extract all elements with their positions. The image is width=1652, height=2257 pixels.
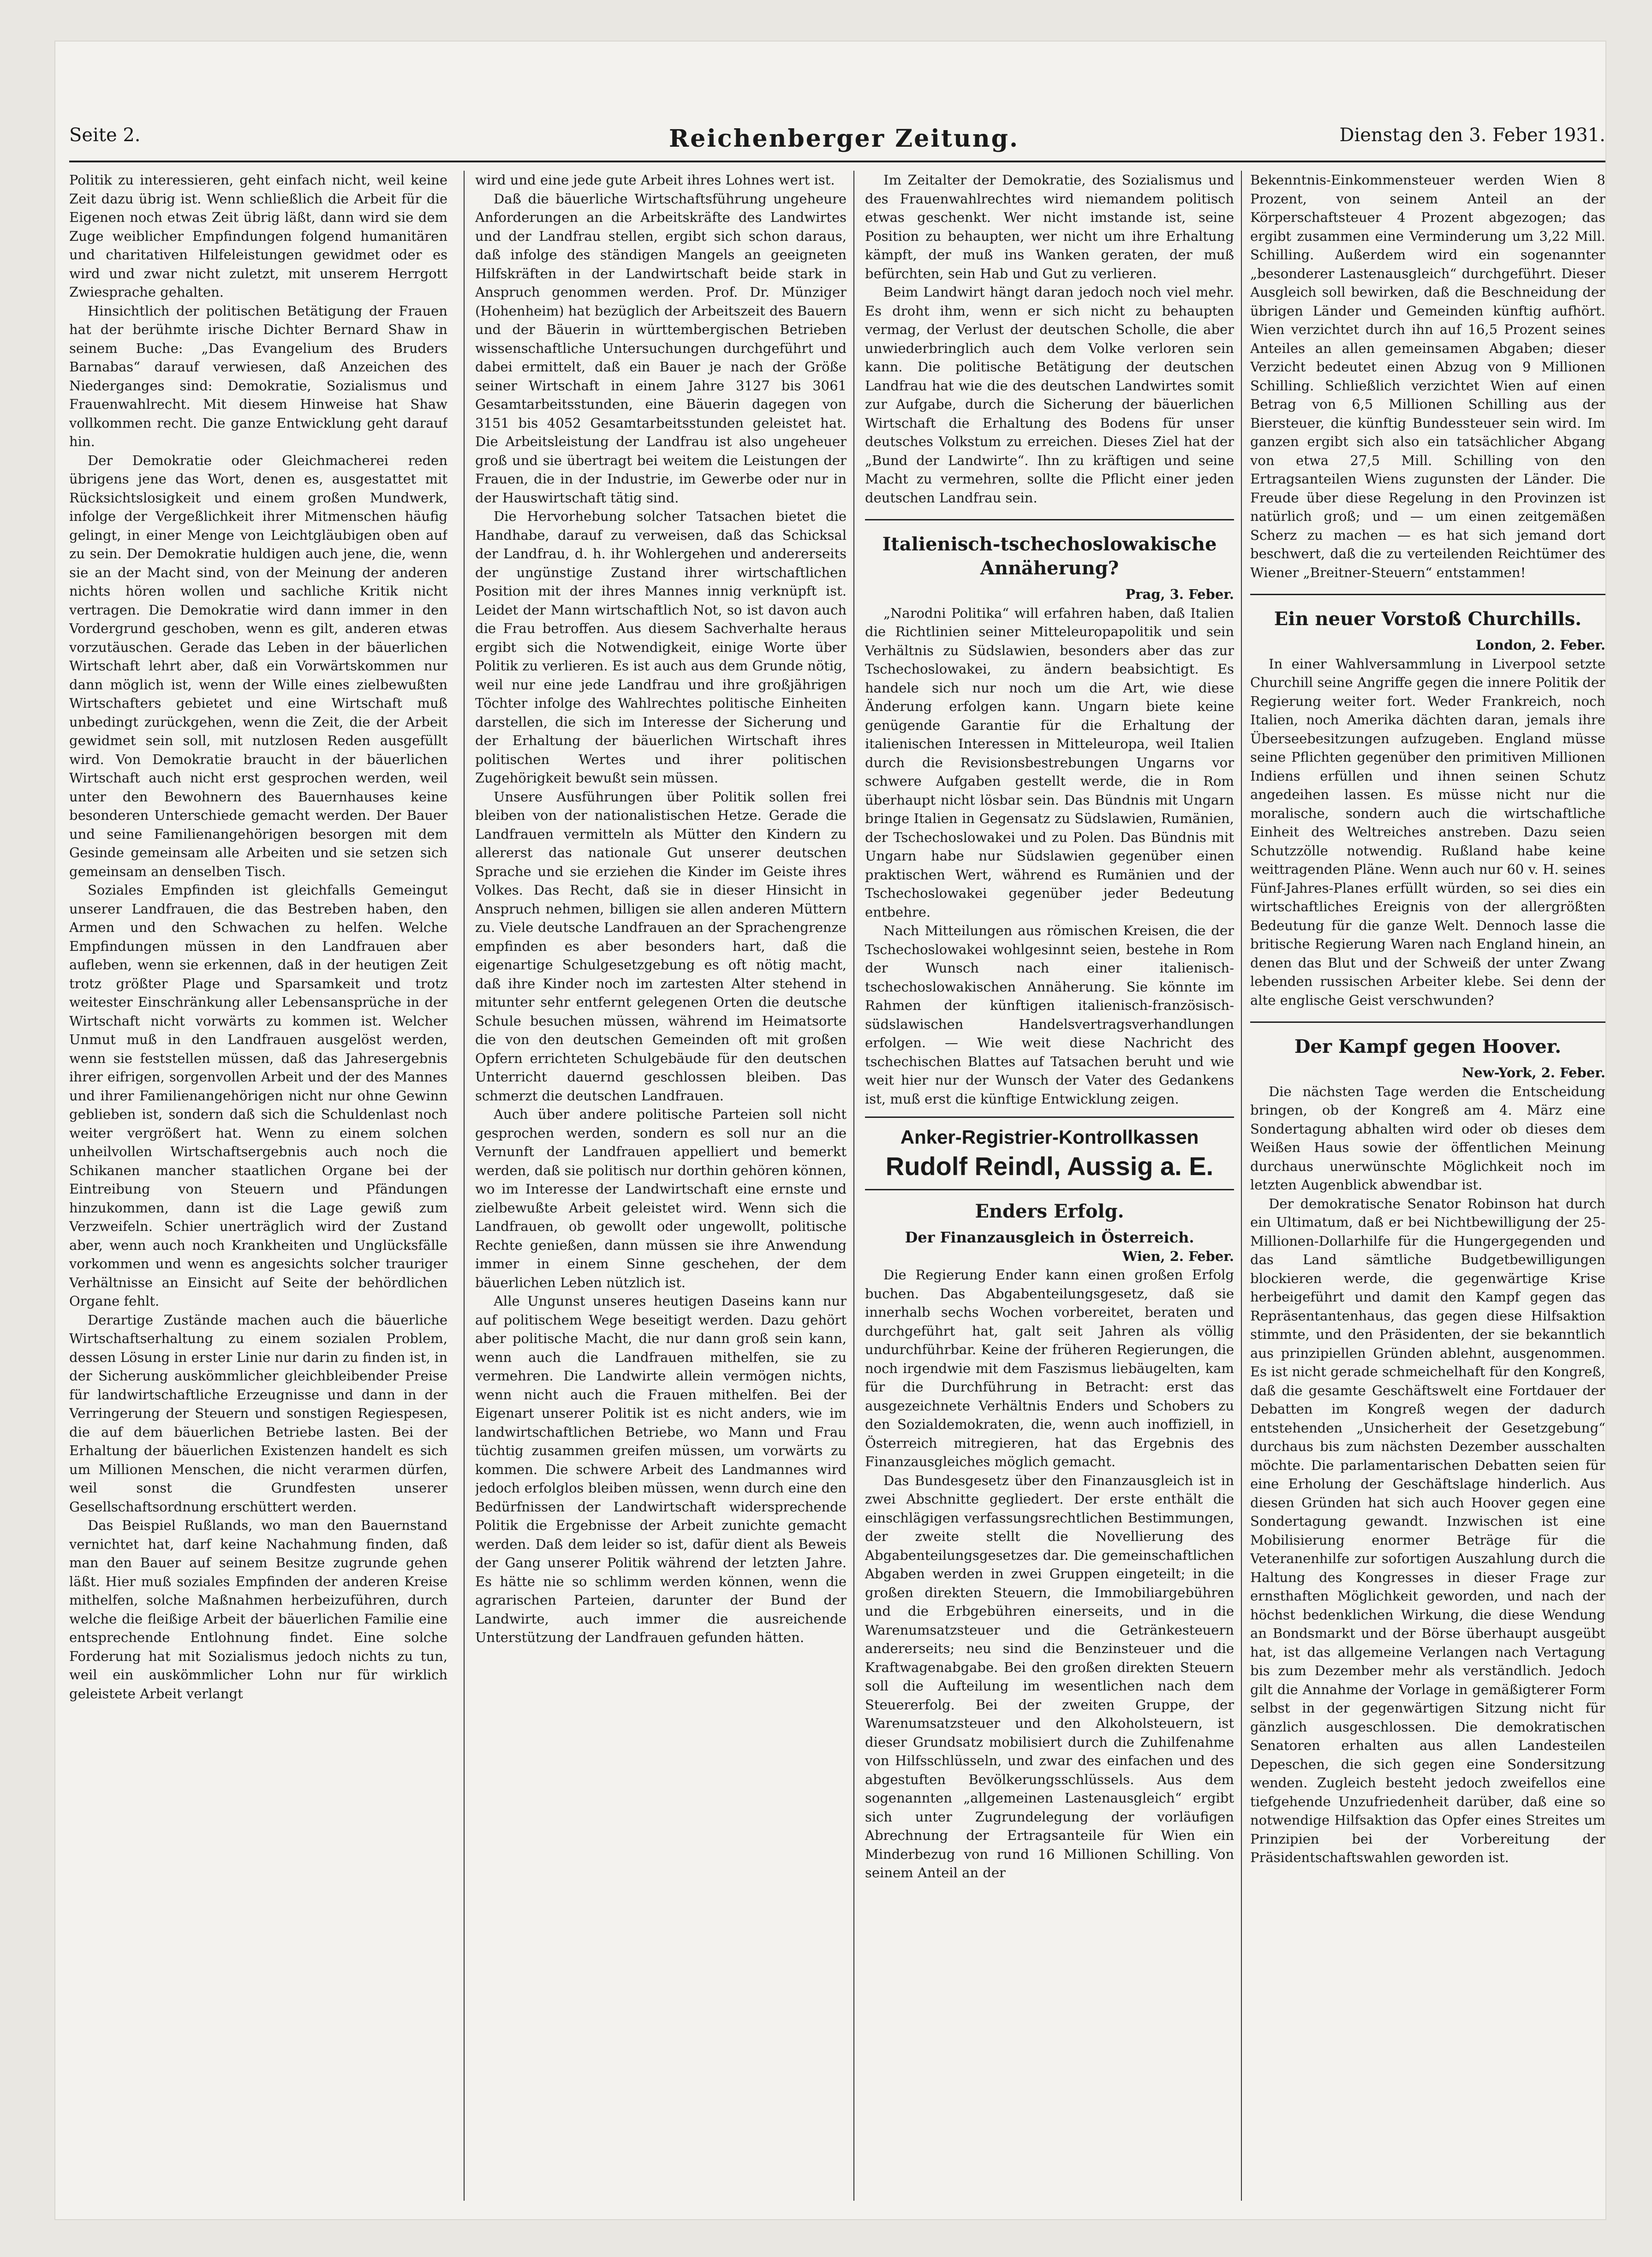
column-1: [69, 171, 447, 2201]
newspaper-title: Reichenberger Zeitung.: [669, 125, 1020, 153]
paragraph: Daß die bäuerliche Wirtschaftsführung ungeheure Anforderungen an die Arbeitskräfte des Landwirtes und der Landfrau stellen, ergibt sich schon daraus, daß infolge des ständigen Mangels an geeigneten Hilfskräften in der Landwirtschaft beide stark in Anspruch genommen werden. Prof. Dr. Münziger (Hohenheim) hat bezüglich der Arbeitszeit des Bauern und der Bäuerin in württembergischen Betrieben wissenschaftliche Untersuchungen durchgeführt und dabei ermittelt, daß ein Bauer je nach der Größe seiner Wirtschaft in einem Jahre 3127 bis 3061 Gesamtarbeitsstunden, eine Bäuerin dagegen von 3151 bis 4052 Gesamtarbeitsstunden geleistet hat. Die Arbeitsleistung der Landfrau ist also ungeheuer groß und sie übertragt bei weitem die Leistungen der Frauen, die in der Industrie, im Gewerbe oder nur in der Hauswirtschaft tätig sind.: [475, 191, 847, 506]
dateline: Wien, 2. Feber.: [1122, 1248, 1234, 1264]
paragraph: Hinsichtlich der politischen Betätigung der Frauen hat der berühmte irische Dichter Bernard Shaw in seinem Buche: „Das Evangelium des Bruders Barnabas“ darauf verwiesen, daß Anzeichen des Niederganges sind: Demokratie, Sozialismus und Frauenwahlrecht. Mit diesem Hinweise hat Shaw vollkommen recht. Die ganze Entwicklung geht darauf hin.: [69, 303, 447, 449]
ad-line-2: Rudolf Reindl, Aussig a. E.: [885, 1152, 1214, 1181]
paragraph: Das Beispiel Rußlands, wo man den Bauernstand vernichtet hat, darf keine Nachahmung finden, daß man den Bauer auf seinem Besitze zugrunde gehen läßt. Hier muß soziales Empfinden der anderen Kreise mithelfen, solche Maßnahmen herbeizuführen, durch welche die fleißige Arbeit der bäuerlichen Familie eine entsprechende Entlohnung findet. Eine solche Forderung hat mit Sozialismus jedoch nichts zu tun, weil ein auskömmlicher Lohn nur für wirklich geleistete Arbeit verlangt: [69, 1517, 447, 1702]
article-separator: [1250, 594, 1605, 595]
article-subheadline: Der Finanzausgleich in Österreich.: [905, 1229, 1194, 1246]
article-headline: Enders Erfolg.: [975, 1200, 1124, 1222]
page-number: Seite 2.: [69, 125, 141, 146]
column-3: [865, 171, 1234, 2201]
paragraph: Auch über andere politische Parteien soll nicht gesprochen werden, sondern es soll nur an die Vernunft der Landfrauen appelliert und bemerkt werden, daß sie politisch nur dorthin gehören können, wo im Interesse der Landwirtschaft eine ernste und zielbewußte Arbeit geleistet wird. Wenn sich die Landfrauen, ob gewollt oder ungewollt, politische Rechte genießen, dann müssen sie ihre Anwendung immer in einem Sinne geschehen, der dem bäuerlichen Leben nützlich ist.: [475, 1106, 847, 1290]
masthead: [69, 125, 1605, 157]
advertisement: [865, 1117, 1234, 1190]
column-divider: [1241, 171, 1242, 2201]
paragraph: Unsere Ausführungen über Politik sollen frei bleiben von der nationalistischen Hetze. Gerade die Landfrauen vermitteln als Mütter den Kindern zu allererst das nationale Gut unserer deutschen Sprache und sie erziehen die Kinder im Geiste ihres Volkes. Das Recht, daß sie in dieser Hinsicht in Anspruch nehmen, billigen sie allen anderen Müttern zu. Viele deutsche Landfrauen an der Sprachengrenze empfinden es aber besonders hart, daß die eigenartige Schulgesetzgebung es oft nötig macht, daß ihre Kinder noch im zartesten Alter stehend in mitunter sehr entfernt gelegenen Orten die deutsche Schule besuchen müssen, während im Heimatsorte die von den deutschen Gemeinden oft mit großen Opfern errichteten Schulgebäude für den deutschen Unterricht dauernd geschlossen bleiben. Das schmerzt die deutschen Landfrauen.: [475, 788, 847, 1104]
paragraph: In einer Wahlversammlung in Liverpool setzte Churchill seine Angriffe gegen die innere Politik der Regierung weiter fort. Weder Frankreich, noch Italien, noch Amerika dächten daran, jemals ihre Überseebesitzungen aufzugeben. England müsse seine Pflichten gegenüber den primitiven Millionen Indiens erfüllen und ihnen seinen Schutz angedeihen lassen. Es müsse nicht nur die moralische, sondern auch die wirtschaftliche Einheit des Weltreiches anstreben. Dazu seien Schutzzölle notwendig. Rußland habe keine weittragenden Pläne. Wenn auch nur 60 v. H. seines Fünf-Jahres-Planes erfüllt würden, so sei dies ein wirtschaftliches Ereignis von der allergrößten Bedeutung für die ganze Welt. Dennoch lasse die britische Regierung Waren nach England hinein, an denen das Blut und der Schweiß der unter Zwang lebenden russischen Arbeiter klebe. Sei denn der alte englische Geist verschwunden?: [1250, 656, 1605, 1008]
paragraph: Die Hervorhebung solcher Tatsachen bietet die Handhabe, darauf zu verweisen, daß das Schicksal der Landfrau, d. h. ihr Wohlergehen und andererseits der ungünstige Zustand ihrer wirtschaftlichen Position mit der ihres Mannes innig verknüpft ist. Leidet der Mann wirtschaftlich Not, so ist davon auch die Frau betroffen. Aus diesem Sachverhalte heraus ergibt sich die Notwendigkeit, einige Worte über Politik zu verlieren. Es ist auch aus dem Grunde nötig, weil nur eine jede Landfrau und ihre großjährigen Töchter infolge des Wahlrechtes politische Einheiten darstellen, die sich im Interesse der Sicherung und der Erhaltung der bäuerlichen Wirtschaft ihres politischen Wertes und ihrer politischen Zugehörigkeit bewußt sein müssen.: [475, 508, 847, 786]
column-4: [1250, 171, 1605, 2201]
column-2: [475, 171, 847, 2201]
column-divider: [464, 171, 465, 2201]
dateline: Prag, 3. Feber.: [1125, 586, 1234, 602]
paragraph: „Narodni Politika“ will erfahren haben, daß Italien die Richtlinien seiner Mitteleuropapolitik und sein Verhältnis zu Südslawien, besonders aber das zur Tschechoslowakei, zu ändern beabsichtigt. Es handele sich nur noch um die Art, wie diese Änderung erfolgen kann. Ungarn biete keine genügende Garantie für die Erhaltung der italienischen Interessen in Mitteleuropa, weil Italien durch die Revisionsbestrebungen Ungarns vor schwere Aufgaben gestellt werde, die in Rom überhaupt nicht lösbar sein. Das Bündnis mit Ungarn bringe Italien in Gegensatz zu Südslawien, Rumänien, der Tschechoslowakei und zu Polen. Das Bündnis mit Ungarn habe nur Südslawien gegenüber einen praktischen Wert, während es Rumänien und der Tschechoslowakei gegenüber jeder Bedeutung entbehre.: [865, 605, 1234, 920]
paragraph: Bekenntnis-Einkommensteuer werden Wien 8 Prozent, von seinem Anteil an der Körperschaftsteuer 4 Prozent abgezogen; das ergibt zusammen eine Verminderung um 3,22 Mill. Schilling. Außerdem wird ein sogenannter „besonderer Lastenausgleich“ durchgeführt. Dieser Ausgleich soll bewirken, daß die Beschneidung der übrigen Länder und Gemeinden künftig aufhört. Wien verzichtet durch ihn auf 16,5 Prozent seines Anteiles an allen gemeinsamen Abgaben; dieser Verzicht bedeutet einen Abzug von 9 Millionen Schilling. Schließlich verzichtet Wien auf einen Betrag von 6,5 Millionen Schilling aus der Biersteuer, die künftig Bundessteuer sein wird. Im ganzen ergibt sich also ein tatsächlicher Abgang von etwa 27,5 Mill. Schilling von den Ertragsanteilen Wiens zugunsten der Länder. Die Freude über diese Regelung in den Provinzen ist natürlich groß; und — um einen zeitgemäßen Scherz zu machen — es hat sich jemand dort beschwert, daß die zu verteilenden Reichtümer des Wiener „Breitner-Steuern“ entstammen!: [1250, 172, 1605, 580]
paragraph: Die nächsten Tage werden die Entscheidung bringen, ob der Kongreß am 4. März eine Sondertagung abhalten wird oder ob dieses dem Weißen Haus sowie der öffentlichen Meinung durchaus unerwünschte Möglichkeit noch im letzten Augenblick abwendbar ist.: [1250, 1083, 1605, 1193]
paragraph: Das Bundesgesetz über den Finanzausgleich ist in zwei Abschnitte gegliedert. Der erste enthält die einschlägigen verfassungsrechtlichen Bestimmungen, der zweite stellt die Novellierung des Abgabenteilungsgesetzes dar. Die gemeinschaftlichen Abgaben werden in zwei Gruppen eingeteilt; in die großen direkten Steuern, die Immobiliargebühren und die Erbgebühren einerseits, und in die Warenumsatzsteuer und die Getränkesteuern andererseits; neu sind die Benzinsteuer und die Kraftwagenabgabe. Bei den großen direkten Steuern soll die Aufteilung im wesentlichen nach dem Steuererfolg. Bei der zweiten Gruppe, der Warenumsatzsteuer und den Alkoholsteuern, ist dieser Grundsatz mobilisiert durch die Zuhilfenahme von Hilfsschlüsseln, und zwar des einfachen und des abgestuften Bevölkerungsschlüssels. Aus dem sogenannten „allgemeinen Lastenausgleich“ ergibt sich unter Zugrundelegung der vorläufigen Abrechnung der Ertragsanteile für Wien ein Minderbezug von rund 16 Millionen Schilling. Von seinem Anteil an der: [865, 1472, 1234, 1881]
paragraph: Alle Ungunst unseres heutigen Daseins kann nur auf politischem Wege beseitigt werden. Dazu gehört aber politische Macht, die nur dann groß sein kann, wenn auch die Landfrauen mithelfen, sie zu vermehren. Die Landwirte allein vermögen nichts, wenn nicht auch die Frauen mithelfen. Bei der Eigenart unserer Politik ist es nicht anders, wie im landwirtschaftlichen Betriebe, wo Mann und Frau tüchtig zusammen greifen müssen, um vorwärts zu kommen. Die schwere Arbeit des Landmannes wird jedoch erfolglos bleiben müssen, wenn durch eine den Bedürfnissen der Landwirtschaft widersprechende Politik die Ergebnisse der Arbeit zunichte gemacht werden. Daß dem leider so ist, dafür dient als Beweis der Gang unserer Politik während der letzten Jahre. Es hätte nie so schlimm werden können, wenn die agrarischen Parteien, darunter der Bund der Landwirte, auch immer die ausreichende Unterstützung der Landfrauen gefunden hätten.: [475, 1293, 847, 1645]
article-separator: [865, 519, 1234, 520]
paragraph: Nach Mitteilungen aus römischen Kreisen, die der Tschechoslowakei wohlgesinnt seien, bestehe in Rom der Wunsch nach einer italienisch-tschechoslowakischen Annäherung. Sie könnte im Rahmen der künftigen italienisch-französisch-südslawischen Handelsvertragsverhandlungen erfolgen. — Wie weit diese Nachricht des tschechischen Blattes auf Tatsachen beruht und wie weit hier nur der Wunsch der Vater des Gedankens ist, muß erst die künftige Entwicklung zeigen.: [865, 923, 1234, 1107]
paragraph: Derartige Zustände machen auch die bäuerliche Wirtschaftserhaltung zu einem sozialen Problem, dessen Lösung in erster Linie nur darin zu finden ist, in der Sicherung auskömmlicher gleichbleibender Preise für landwirtschaftliche Erzeugnisse und dann in der Verringerung der Steuern und sonstigen Regiespesen, die auf dem bäuerlichen Betriebe lasten. Bei der Erhaltung der bäuerlichen Existenzen handelt es sich um Millionen Menschen, die nicht verarmen dürfen, weil sonst die Grundfesten unserer Gesellschaftsordnung erschüttert werden.: [69, 1312, 447, 1515]
paragraph: Soziales Empfinden ist gleichfalls Gemeingut unserer Landfrauen, die das Bestreben haben, den Armen und den Schwachen zu helfen. Welche Empfindungen müssen in den Landfrauen aber aufleben, wenn sie erkennen, daß in der heutigen Zeit trotz größter Plage und Sparsamkeit und trotz weitester Einschränkung aller Lebensansprüche in der Wirtschaft nicht vorwärts zu kommen ist. Welcher Unmut muß in den Landfrauen ausgelöst werden, wenn sie feststellen müssen, daß das Jahresergebnis ihrer eifrigen, sorgenvollen Arbeit und der des Mannes und ihrer Familienangehörigen nicht nur ohne Gewinn geblieben ist, sondern daß sich die Schuldenlast noch weiter vergrößert hat. Wenn zu einem solchen unheilvollen Wirtschaftsergebnis auch noch die Schikanen mancher staatlichen Organe bei der Eintreibung von Steuern und Pfändungen hinzukommen, dann ist die Lage gewiß zum Verzweifeln. Schier unerträglich wird der Zustand aber, wenn auch noch Krankheiten und Unglücksfälle vorkommen und wenn es angesichts solcher trauriger Verhältnisse an Einsicht auf Seite der behördlichen Organe fehlt.: [69, 882, 447, 1309]
paragraph: Die Regierung Ender kann einen großen Erfolg buchen. Das Abgabenteilungsgesetz, daß sie innerhalb sechs Wochen vorbereitet, beraten und durchgeführt hat, galt seit Jahren als völlig undurchführbar. Keine der früheren Regierungen, die noch irgendwie mit dem Faszismus liebäugelten, kam für die Durchführung in Betracht: erst das ausgezeichnete Verhältnis Enders und Schobers zu den Sozialdemokraten, die, wenn auch inoffiziell, in Österreich mitregieren, hat das Ergebnis des Finanzausgleiches möglich gemacht.: [865, 1267, 1234, 1469]
dateline: London, 2. Feber.: [1476, 637, 1605, 653]
article-separator: [1250, 1021, 1605, 1023]
paragraph: Der Demokratie oder Gleichmacherei reden übrigens jene das Wort, denen es, ausgestattet mit Rücksichtslosigkeit und einem großen Mundwerk, infolge der Vergeßlichkeit ihrer Mitmenschen häufig gelingt, in einer Menge von Leichtgläubigen oben auf zu sein. Der Demokratie huldigen auch jene, die, wenn sie an der Macht sind, von der Meinung der anderen nichts hören wollen und sachliche Kritik nicht vertragen. Die Demokratie wird dann immer in den Vordergrund geschoben, wenn es gilt, anderen etwas vorzutäuschen. Gerade das Leben in der bäuerlichen Wirtschaft lehrt aber, daß ein Vorwärtskommen nur dann möglich ist, wenn der Wille eines zielbewußten Wirtschafters gebietet und eine Wirtschaft muß unbedingt zurückgehen, wenn die Zeit, die der Arbeit gewidmet sein soll, mit nutzlosen Reden ausgefüllt wird. Von Demokratie braucht in der bäuerlichen Wirtschaft auch nicht erst gesprochen werden, weil unter den Bewohnern des Bauernhauses keine besonderen Unterschiede gemacht werden. Der Bauer und seine Familienangehörigen besorgen mit dem Gesinde gemeinsam alle Arbeiten und sie setzen sich gemeinsam an denselben Tisch.: [69, 452, 447, 879]
issue-date: Dienstag den 3. Feber 1931.: [1339, 125, 1605, 146]
column-divider: [853, 171, 854, 2201]
paragraph: Beim Landwirt hängt daran jedoch noch viel mehr. Es droht ihm, wenn er sich nicht zu behaupten vermag, der Verlust der deutschen Scholle, die aber unwiederbringlich auch dem Volke verloren sein kann. Die politische Betätigung der deutschen Landfrau hat wie die des deutschen Landwirtes somit zur Aufgabe, durch die Sicherung der bäuerlichen Wirtschaft die Erhaltung des Bodens für unser deutsches Volkstum zu erreichen. Dieses Ziel hat der „Bund der Landwirte“. Ihn zu kräftigen und seine Macht zu vermehren, sollte die Pflicht einer jeden deutschen Landfrau sein.: [865, 284, 1234, 506]
paragraph: Im Zeitalter der Demokratie, des Sozialismus und des Frauenwahlrechtes wird niemandem politisch etwas geschenkt. Wer nicht imstande ist, seine Position zu behaupten, wer nicht um ihre Erhaltung kämpft, der muß ins Wanken geraten, der muß befürchten, sein Hab und Gut zu verlieren.: [865, 172, 1234, 281]
ad-line-1: Anker-Registrier-Kontrollkassen: [900, 1126, 1199, 1148]
article-headline: Ein neuer Vorstoß Churchills.: [1274, 608, 1582, 630]
article-headline: Der Kampf gegen Hoover.: [1294, 1036, 1562, 1057]
article-headline: Italienisch-tschechoslowakische Annäherung?: [882, 533, 1217, 579]
paragraph: wird und eine jede gute Arbeit ihres Lohnes wert ist.: [475, 172, 835, 188]
header-rule: [69, 161, 1605, 162]
paragraph: Politik zu interessieren, geht einfach nicht, weil keine Zeit dazu übrig ist. Wenn schließlich die Arbeit für die Eigenen noch etwas Zeit übrig läßt, dann wird sie dem Zuge weiblicher Empfindungen folgend humanitären und charitativen Hilfeleistungen gewidmet oder es wird und zwar nicht zuletzt, mit unserem Herrgott Zwiesprache gehalten.: [69, 172, 447, 300]
paragraph: Der demokratische Senator Robinson hat durch ein Ultimatum, daß er bei Nichtbewilligung der 25-Millionen-Dollarhilfe für die Hungergegenden und das Land sämtliche Budgetbewilligungen blockieren werde, die gegenwärtige Krise herbeigeführt und damit den Kampf gegen das Repräsentantenhaus, das gegen diese Hilfsaktion stimmte, und den Präsidenten, der sie bekanntlich aus prinzipiellen Gründen ablehnt, ausgenommen. Es ist nicht gerade schmeichelhaft für den Kongreß, daß die gesamte Geschäftswelt eine Fortdauer der Debatten im Kongreß wegen der dadurch entstehenden „Unsicherheit der Gesetzgebung“ durchaus bis zum nächsten Dezember ausschalten möchte. Die parlamentarischen Debatten seien für eine Erholung der Geschäftslage hinderlich. Aus diesen Gründen hat sich auch Hoover gegen eine Sondertagung gewandt. Inzwischen ist eine Mobilisierung enormer Beträge für die Veteranenhilfe zur sofortigen Auszahlung durch die Haltung des Kongresses in dieser Frage zur ernsthaften Möglichkeit geworden, und nach der höchst bedenklichen Wirkung, die diese Wendung an Bondsmarkt und der Börse überhaupt ausgeübt hat, ist das allgemeine Verlangen nach Vertagung bis zum Dezember mehr als verständlich. Jedoch gilt die Annahme der Vorlage in gemäßigterer Form selbst in der gegenwärtigen Sitzung nicht für gänzlich ausgeschlossen. Die demokratischen Senatoren erhalten aus allen Landesteilen Depeschen, die sich gegen eine Sondersitzung wenden. Zugleich besteht jedoch zweifellos eine tiefgehende Unzufriedenheit darüber, daß eine so notwendige Hilfsaktion das Opfer eines Streites um Prinzipien bei der Vorbereitung der Präsidentschaftswahlen geworden ist.: [1250, 1195, 1605, 1865]
dateline: New-York, 2. Feber.: [1461, 1065, 1605, 1081]
